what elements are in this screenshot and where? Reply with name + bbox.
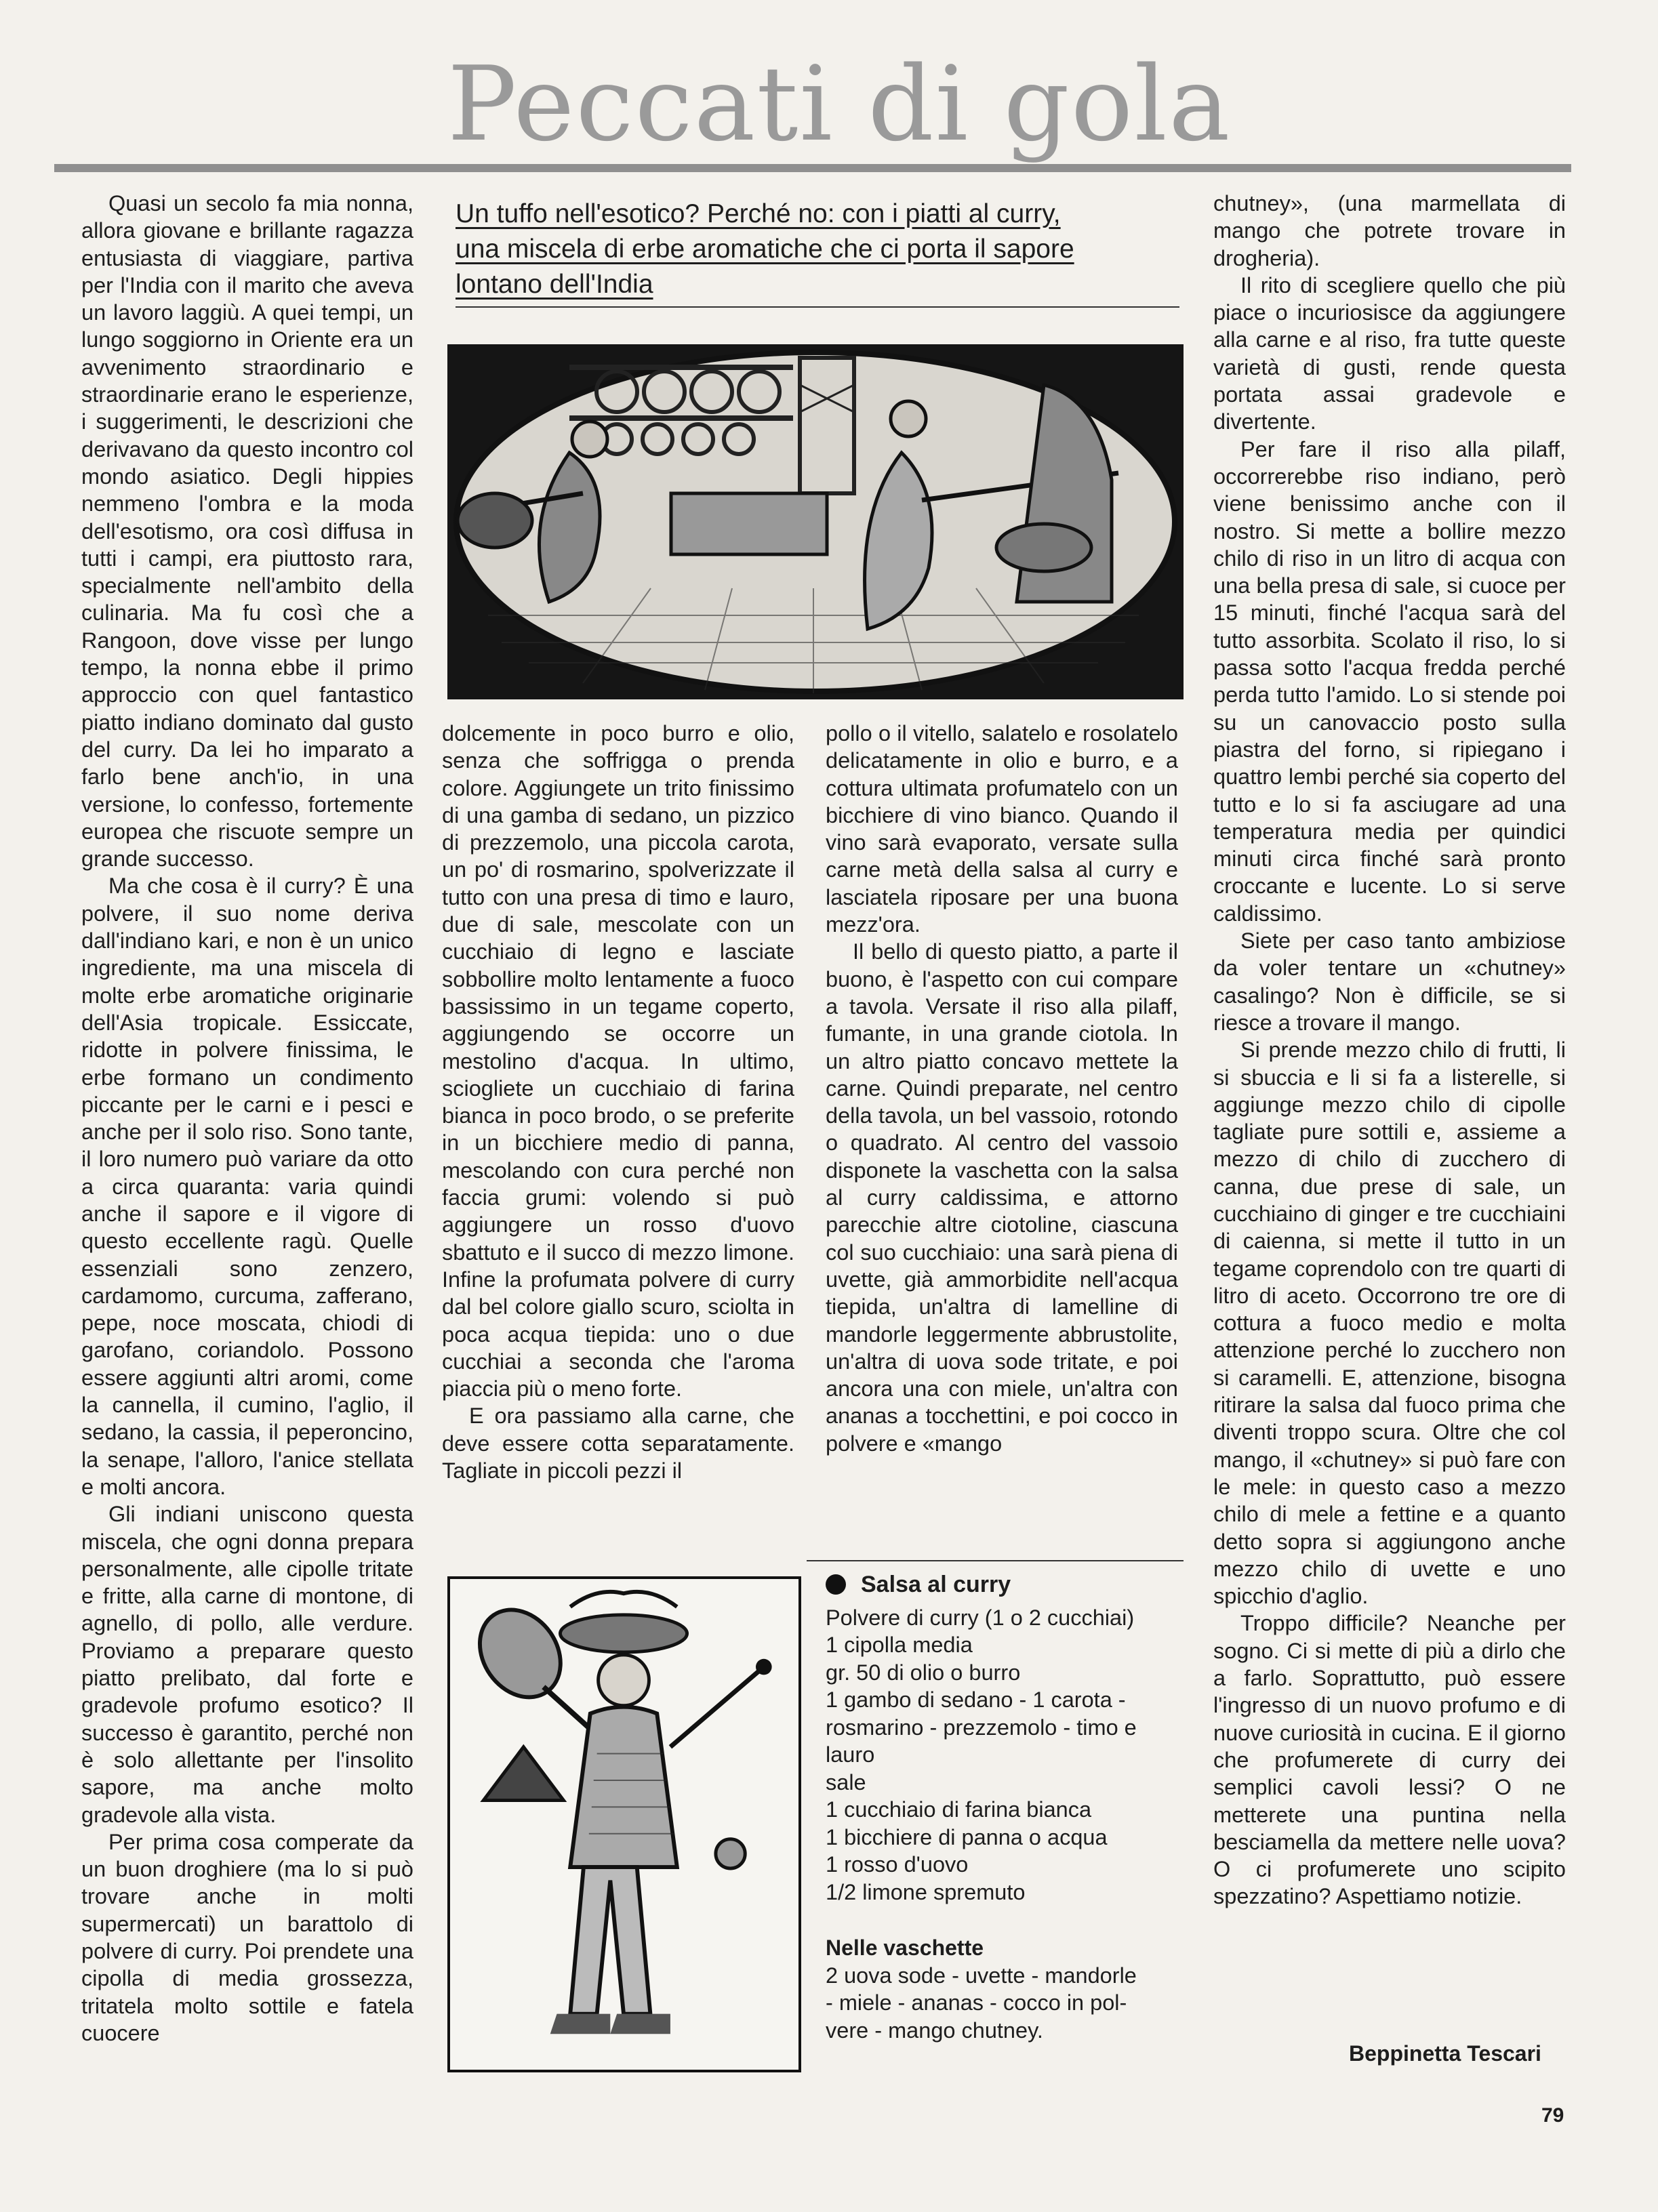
subtitle-line: Un tuffo nell'esotico? Perché no: con i piatti al curry, (456, 199, 1061, 228)
paragraph: Per fare il riso alla pilaff, occorrerebbe riso indiano, però viene benissimo anche con il nostro. Si mette a bollire mezzo chilo di riso in un litro di acqua con una bella presa di sale, si cuoce per 15 minuti, finché l'acqua sarà del tutto assorbita. Scolato il riso, lo si passa sotto l'acqua fredda perché perda tutto l'amido. Lo si stende poi su un canovaccio posto sulla piastra del forno, si ripiegano i quattro lembi perché sia coperto del tutto e lo si fa asciugare ad una temperatura media per quindici minuti circa finché sarà pronto croccante e lucente. Lo si serve caldissimo. (1213, 436, 1566, 926)
vaschette-line: 2 uova sode - uvette - mandorle (826, 1963, 1137, 1988)
ingredient-line: rosmarino - prezzemolo - timo e (826, 1715, 1137, 1740)
ingredient-line: 1 gambo di sedano - 1 carota - (826, 1687, 1126, 1712)
ingredient-line: 1 rosso d'uovo (826, 1852, 969, 1877)
paragraph: Il rito di scegliere quello che più piace o incuriosisce da aggiungere alla carne e al riso, fra tutte queste varietà di gusti, rende questa portata assai gradevole e divertente. (1213, 272, 1566, 434)
paragraph: Si prende mezzo chilo di frutti, li si sbuccia e li si fa a listerelle, si aggiunge mezzo chilo di cipolle tagliate pure sottili e, assieme a mezzo di chilo di zucchero di canna, due prese di sale, un cucchiaino di ginger e tre cucchiaini di caienna, si mette il tutto in un tegame coprendolo con tre quarti di litro di aceto. Occorrono tre ore di cottura a fuoco medio e molta attenzione perché lo zucchero non si caramelli. E, attenzione, bisogna ritirare la salsa dal fuoco prima che diventi troppo scura. Oltre che col mango, il «chutney» si può fare con le mele: in questo caso a mezzo chilo di mele a fettine e a quanto detto sopra si aggiungono anche mezzo chilo di uvette e uno spicchio d'aglio. (1213, 1038, 1566, 1609)
recipe-subheading: Nelle vaschette (826, 1936, 984, 1960)
paragraph: pollo o il vitello, salatelo e rosolatelo delicatamente in olio e burro, e a cottura ultimata profumatelo con un bicchiere di vino bianco. Quando il vino sarà evaporato, versate sulla carne metà della salsa al curry e lasciatela riposare per una buona mezz'ora. (826, 721, 1178, 937)
subtitle-rule (456, 306, 1179, 308)
text-column-4 (1213, 190, 1566, 1910)
recipe-heading (826, 1571, 1185, 1599)
ingredient-line: sale (826, 1769, 866, 1795)
vaschette-line: - miele - ananas - cocco in pol- (826, 1990, 1127, 2015)
ingredient-line: 1 bicchiere di panna o acqua (826, 1824, 1108, 1849)
cook-figure-woodcut-illustration (447, 1576, 801, 2072)
ingredient-line: Polvere di curry (1 o 2 cucchiai) (826, 1605, 1135, 1630)
author-signature: Beppinetta Tescari (1349, 2041, 1541, 2066)
recipe-separator-rule (807, 1560, 1184, 1561)
paragraph: E ora passiamo alla carne, che deve essere cotta separatamente. Tagliate in piccoli pezzi il (442, 1404, 794, 1483)
paragraph: Gli indiani uniscono questa miscela, che ogni donna prepara personalmente, alle cipolle tritate e fritte, alla carne di montone, di agnello, di pollo, alle verdure. Proviamo a preparare questo piatto prelibato, dal forte e gradevole profumo esotico? Il successo è garantito, perché non è solo allettante per l'insolito sapore, ma anche molto gradevole alla vista. (81, 1502, 413, 1827)
ingredient-line: 1/2 limone spremuto (826, 1879, 1026, 1904)
text-column-1 (81, 190, 413, 2047)
paragraph: Quasi un secolo fa mia nonna, allora giovane e brillante ragazza entusiasta di viaggiare, partiva per l'India con il marito che aveva un lavoro laggiù. A quei tempi, un lungo soggiorno in Oriente era un avvenimento straordinario e straordinarie erano le esperienze, i suggerimenti, le descrizioni che derivavano da questo incontro col mondo asiatico. Degli hippies nemmeno l'ombra e la moda dell'esotismo, ora così diffusa in tutti i campi, era piuttosto rara, specialmente nell'ambito della culinaria. Ma fu così che a Rangoon, dove visse per lungo tempo, la nonna ebbe il primo approccio con quel fantastico piatto indiano dominato dal gusto del curry. Da lei ho imparato a farlo bene anch'io, in una versione, lo confesso, fortemente europea che riscuote sempre un grande successo. (81, 191, 413, 872)
ingredient-line: 1 cipolla media (826, 1633, 973, 1657)
paragraph: Siete per caso tanto ambiziose da voler tentare un «chutney» casalingo? Non è difficile, se si riesce a trovare il mango. (1213, 928, 1566, 1035)
recipe-box (826, 1571, 1185, 2044)
kitchen-woodcut-illustration (447, 344, 1184, 699)
vaschette-line: vere - mango chutney. (826, 2018, 1043, 2043)
paragraph: Il bello di questo piatto, a parte il buono, è l'aspetto con cui compare a tavola. Versate il riso alla pilaff, fumante, in una grande ciotola. In un altro piatto concavo mettete la carne. Quindi preparate, nel centro della tavola, un bel vassoio, rotondo o quadrato. Al centro del vassoio disponete la vaschetta con la salsa al curry caldissima, e attorno parecchie altre ciotoline, ciascuna col suo cucchiaio: una sarà piena di uvette, già ammorbidite nell'acqua tiepida, un'altra di lamelline di mandorle leggermente abbrustolite, un'altra di uova sode tritate, e poi ancora una con miele, un'altra con ananas a tocchettini, e poi cocco in polvere e «mango (826, 939, 1178, 1456)
paragraph: Troppo difficile? Neanche per sogno. Ci si mette di più a dirlo che a farlo. Soprattutto, può essere l'ingresso di un nuovo profumo e di nuove curiosità in cucina. E il giorno che profumerete di curry dei semplici cavoli lessi? O ne metterete una puntina nella besciamella da mettere nelle uova? O ci profumerete uno scipito spezzatino? Aspettiamo notizie. (1213, 1611, 1566, 1909)
subtitle-line: una miscela di erbe aromatiche che ci porta il sapore (456, 234, 1074, 264)
recipe-title: Salsa al curry (861, 1572, 1011, 1597)
paragraph: Ma che cosa è il curry? È una polvere, il suo nome deriva dall'indiano kari, e non è un unico ingrediente, ma una miscela di molte erbe aromatiche originarie dell'Asia tropicale. Essiccate, ridotte in polvere finissima, le erbe formano un condimento piccante per le carni e i pesci e anche per il solo riso. Sono tante, il loro numero può variare da otto a circa quaranta: varia quindi anche il sapore e il vigore di questo eccellente ragù. Quelle essenziali sono zenzero, cardamomo, curcuma, zafferano, pepe, noce moscata, chiodi di garofano, coriandolo. Possono essere aggiunti altri aromi, come la cannella, il cumino, l'aglio, il sedano, la cassia, il peperoncino, la senape, l'alloro, l'anice stellata e molti ancora. (81, 874, 413, 1499)
page-number: 79 (1541, 2104, 1564, 2127)
paragraph: chutney», (una marmellata di mango che potrete trovare in drogheria). (1213, 191, 1566, 270)
subtitle-line: lontano dell'India (456, 270, 653, 299)
ingredient-line: lauro (826, 1742, 875, 1767)
text-column-3 (826, 720, 1178, 1457)
header-rule (54, 164, 1571, 172)
paragraph: Per prima cosa comperate da un buon droghiere (ma lo si può trovare anche in molti supermercati) un barattolo di polvere di curry. Poi prendete una cipolla di media grossezza, tritatela molto sottile e fatela cuocere (81, 1829, 413, 2045)
ingredient-line: 1 cucchiaio di farina bianca (826, 1797, 1092, 1822)
bullet-icon (826, 1574, 846, 1595)
text-column-2 (442, 720, 794, 1484)
article-subtitle (456, 197, 1181, 302)
ingredient-line: gr. 50 di olio o burro (826, 1660, 1021, 1685)
paragraph: dolcemente in poco burro e olio, senza che soffrigga o prenda colore. Aggiungete un trito finissimo di una gamba di sedano, un pizzico di prezzemolo, una piccola carota, un po' di rosmarino, spolverizzate il tutto con una presa di timo e lauro, due di sale, mescolate con un cucchiaio di legno e lasciate sobbollire molto lentamente a fuoco bassissimo in un tegame coperto, aggiungendo se occorre un mestolino d'acqua. In ultimo, sciogliete un cucchiaio di farina bianca in poco brodo, o se preferite in un bicchiere medio di panna, mescolando con cura perché non faccia grumi: volendo si può aggiungere un rosso d'uovo sbattuto e il succo di mezzo limone. Infine la profumata polvere di curry dal bel colore giallo scuro, sciolta in poca acqua tiepida: uno o due cucchiai a seconda che l'aroma piaccia più o meno forte. (442, 721, 794, 1401)
page-title: Peccati di gola (447, 44, 1232, 164)
